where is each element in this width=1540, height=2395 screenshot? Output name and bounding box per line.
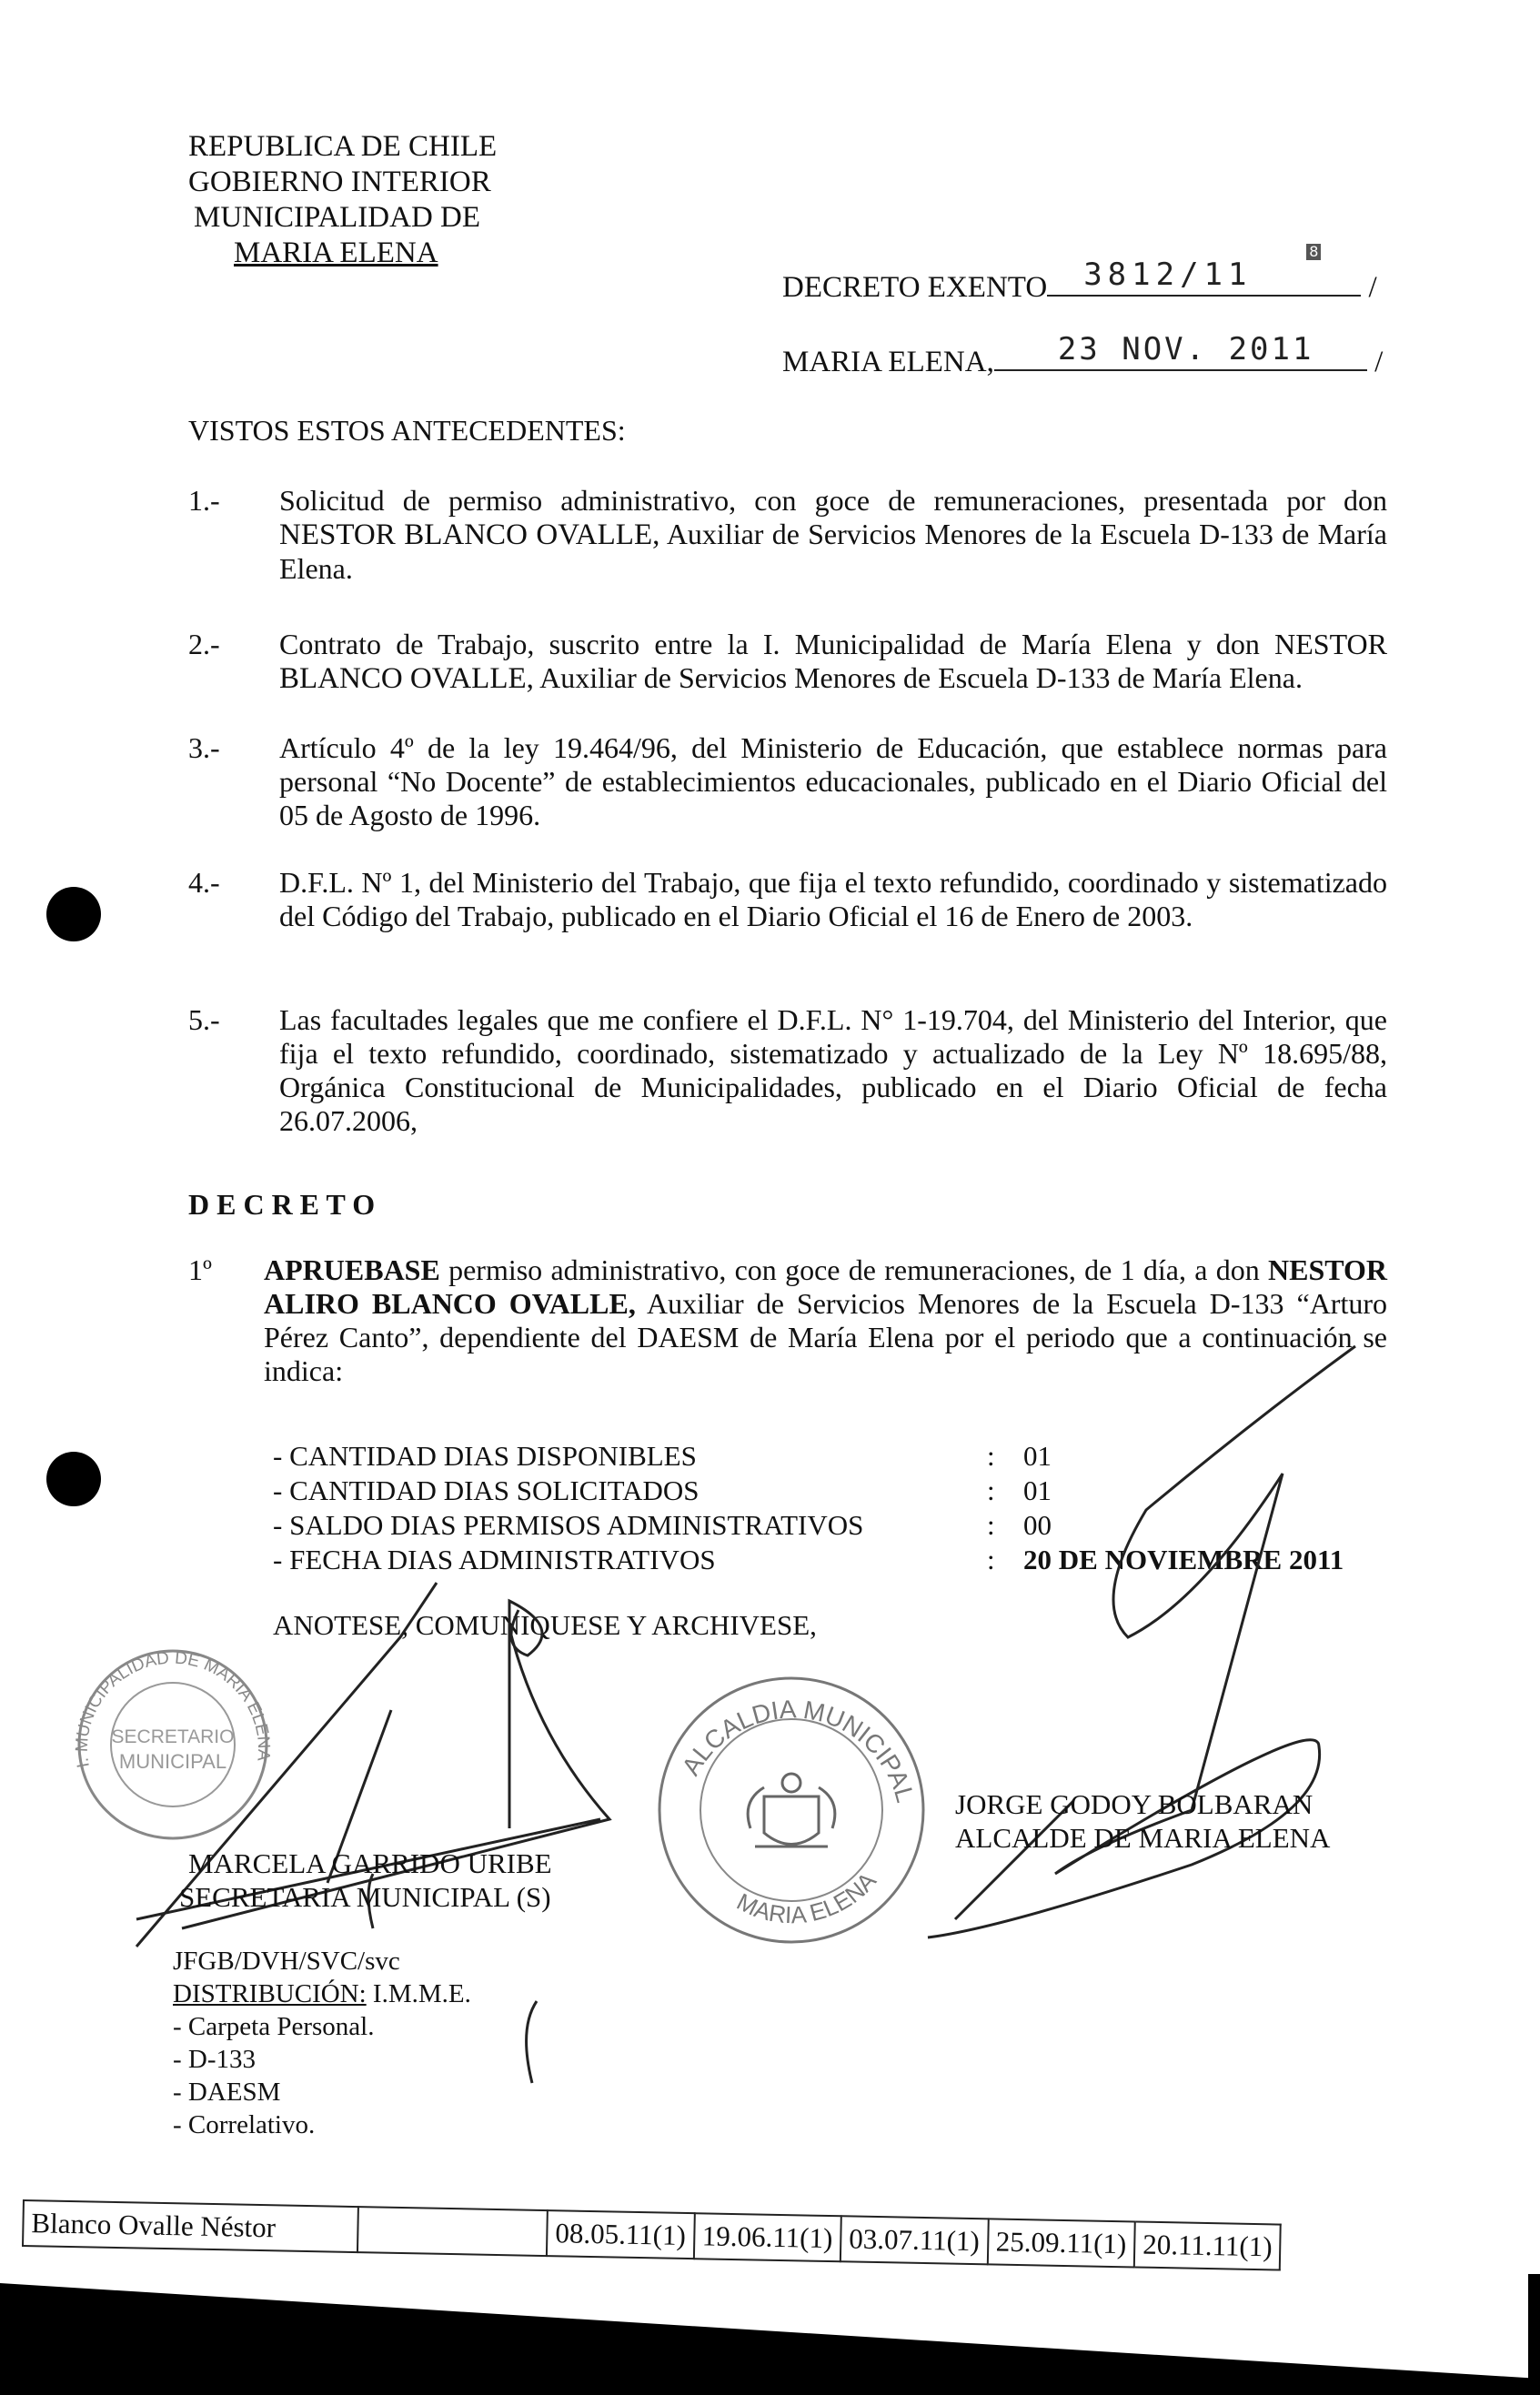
- item-number: 1.-: [188, 484, 220, 517]
- signatory-title: ALCALDE DE MARIA ELENA: [955, 1822, 1331, 1854]
- distribution-item: Carpeta Personal.: [187, 2012, 375, 2041]
- item-text: D.F.L. Nº 1, del Ministerio del Trabajo, que fija el texto refundido, coordinado y sistematizado del Código del Trabajo, publicado en el Diario Oficial el 16 de Enero de 2003.: [279, 866, 1387, 932]
- issuer-header: [188, 129, 497, 271]
- item-text: Auxiliar de Servicios Menores de la Escuela D-133 “Arturo Pérez Canto”, dependiente del DAESM de María Elena por el periodo que a continuación se indica:: [264, 1287, 1388, 1387]
- table-row: [23, 2200, 1281, 2270]
- decreto-number-field: DECRETO EXENTO 3812/11 8 /: [782, 243, 1377, 304]
- stamp-ring-text: MARIA ELENA: [732, 1867, 881, 1929]
- item-number: 3.-: [188, 731, 220, 764]
- table-cell-name: Blanco Ovalle Néstor: [23, 2200, 358, 2252]
- item-text: Artículo 4º de la ley 19.464/96, del Ministerio de Educación, que establece normas para personal “No Docente” de establecimientos educacionales, publicado en el Diario Oficial del 05 de Agosto de 1996.: [279, 731, 1387, 831]
- item-text: permiso administrativo, con goce de remuneraciones, de 1 día, a don: [439, 1253, 1268, 1286]
- alcaldia-stamp: [650, 1669, 932, 1951]
- distribution-item: DAESM: [187, 2078, 281, 2107]
- antecedente-item: [188, 731, 1387, 832]
- scan-border: [0, 2274, 1540, 2395]
- punch-hole: [46, 1452, 101, 1506]
- resolutivo-item: [188, 1253, 1387, 1388]
- detail-value: 20 DE NOVIEMBRE 2011: [1023, 1544, 1344, 1575]
- vistos-title: VISTOS ESTOS ANTECEDENTES:: [188, 414, 626, 447]
- signatory-title: SECRETARIA MUNICIPAL (S): [179, 1881, 551, 1913]
- svg-text:MARIA ELENA: [732, 1867, 881, 1928]
- detail-label: - CANTIDAD DIAS SOLICITADOS: [273, 1474, 700, 1506]
- antecedente-item: [188, 1003, 1387, 1138]
- decreto-date-field: MARIA ELENA, 23 NOV. 2011 /: [782, 331, 1384, 378]
- table-cell-empty: [357, 2207, 548, 2256]
- left-signatory: [179, 1847, 552, 1914]
- detail-label: - SALDO DIAS PERMISOS ADMINISTRATIVOS: [273, 1509, 864, 1541]
- distribution-label: DISTRIBUCIÓN:: [173, 1979, 367, 2008]
- item-name: BLANCO OVALLE,: [279, 662, 534, 695]
- item-number: 5.-: [188, 1003, 220, 1036]
- stamp-center-line: SECRETARIO: [111, 1726, 235, 1747]
- table-cell-date: 20.11.11(1): [1134, 2221, 1281, 2269]
- detail-row: - SALDO DIAS PERMISOS ADMINISTRATIVOS : 00: [273, 1509, 1052, 1541]
- table-cell-date: 03.07.11(1): [840, 2216, 988, 2264]
- stamp-ring-text: I. MUNICIPALIDAD DE MARIA ELENA: [72, 1648, 274, 1769]
- initials: JFGB/DVH/SVC/svc: [173, 1947, 400, 1976]
- detail-label: - FECHA DIAS ADMINISTRATIVOS: [273, 1544, 716, 1575]
- item-number: 2.-: [188, 628, 220, 660]
- distribution-block: JFGB/DVH/SVC/svc DISTRIBUCIÓN: I.M.M.E. - Carpeta Personal. - D-133 - DAESM - Correlativo.: [173, 1947, 471, 2139]
- detail-value: 00: [1023, 1509, 1052, 1541]
- secretario-stamp: [64, 1648, 282, 1841]
- punch-hole: [46, 887, 101, 941]
- signatory-name: MARCELA GARRIDO URIBE: [188, 1847, 552, 1879]
- stamp-ring-text: ALCALDIA MUNICIPAL: [676, 1695, 921, 1806]
- distribution-to: I.M.M.E.: [366, 1979, 471, 2008]
- stamp-center-line: MUNICIPAL: [118, 1750, 227, 1773]
- item-text: Contrato de Trabajo, suscrito entre la I. Municipalidad de María Elena y don NESTOR: [279, 628, 1387, 660]
- anotese-text: ANOTESE, COMUNIQUESE Y ARCHIVESE,: [273, 1609, 817, 1641]
- item-text: Auxiliar de Servicios Menores de Escuela D-133 de María Elena.: [533, 661, 1303, 694]
- coat-of-arms-icon: [748, 1774, 835, 1847]
- header-line: MUNICIPALIDAD DE: [194, 201, 481, 234]
- stamp-mark: 8: [1306, 244, 1321, 260]
- item-text: Las facultades legales que me confiere el D.F.L. N° 1-19.704, del Ministerio del Interior, que fija el texto refundido, coordinado, sistematizado y actualizado de la Ley Nº 18.695/88, Orgánica Constitucional de Municipalidades, publicado en el Diario Oficial de fecha 26.07.2006,: [279, 1003, 1387, 1137]
- detail-row: - FECHA DIAS ADMINISTRATIVOS : 20 DE NOVIEMBRE 2011: [273, 1544, 1344, 1575]
- detail-row: - CANTIDAD DIAS SOLICITADOS : 01: [273, 1474, 1052, 1506]
- item-number: 1º: [188, 1253, 212, 1286]
- item-text: Solicitud de permiso administrativo, con goce de remuneraciones, presentada por don: [279, 484, 1387, 517]
- item-text: Auxiliar de Servicios Menores de la Escuela D-133 de María Elena.: [279, 518, 1388, 585]
- detail-value: 01: [1023, 1474, 1052, 1506]
- header-line: GOBIERNO INTERIOR: [188, 166, 491, 198]
- header-line: MARIA ELENA: [234, 236, 438, 269]
- table-cell-date: 19.06.11(1): [693, 2213, 840, 2261]
- table-cell-date: 25.09.11(1): [987, 2219, 1134, 2267]
- right-signatory: [955, 1787, 1330, 1855]
- place-label: MARIA ELENA,: [782, 346, 994, 378]
- decreto-title: D E C R E T O: [188, 1188, 376, 1221]
- antecedente-item: [188, 866, 1387, 933]
- approve-word: APRUEBASE: [264, 1253, 440, 1286]
- permissions-table: [22, 2199, 1282, 2271]
- decreto-number: 3812/11: [1083, 257, 1253, 293]
- detail-row: - CANTIDAD DIAS DISPONIBLES : 01: [273, 1440, 1052, 1472]
- detail-value: 01: [1023, 1440, 1052, 1472]
- item-number: 4.-: [188, 866, 220, 899]
- antecedente-item: [188, 628, 1387, 696]
- distribution-item: D-133: [187, 2045, 257, 2074]
- antecedente-item: [188, 484, 1387, 586]
- details-list: [273, 1439, 1374, 1577]
- item-name: NESTOR ALIRO BLANCO OVALLE,: [264, 1253, 1387, 1320]
- detail-label: - CANTIDAD DIAS DISPONIBLES: [273, 1440, 697, 1472]
- table-cell-date: 08.05.11(1): [547, 2210, 694, 2259]
- distribution-item: Correlativo.: [187, 2110, 316, 2139]
- decreto-date: 23 NOV. 2011: [1057, 331, 1314, 367]
- signatory-name: JORGE GODOY BOLBARAN: [955, 1788, 1314, 1820]
- decreto-label: DECRETO EXENTO: [782, 271, 1048, 304]
- item-name: NESTOR BLANCO OVALLE,: [279, 518, 660, 551]
- header-line: REPUBLICA DE CHILE: [188, 130, 498, 163]
